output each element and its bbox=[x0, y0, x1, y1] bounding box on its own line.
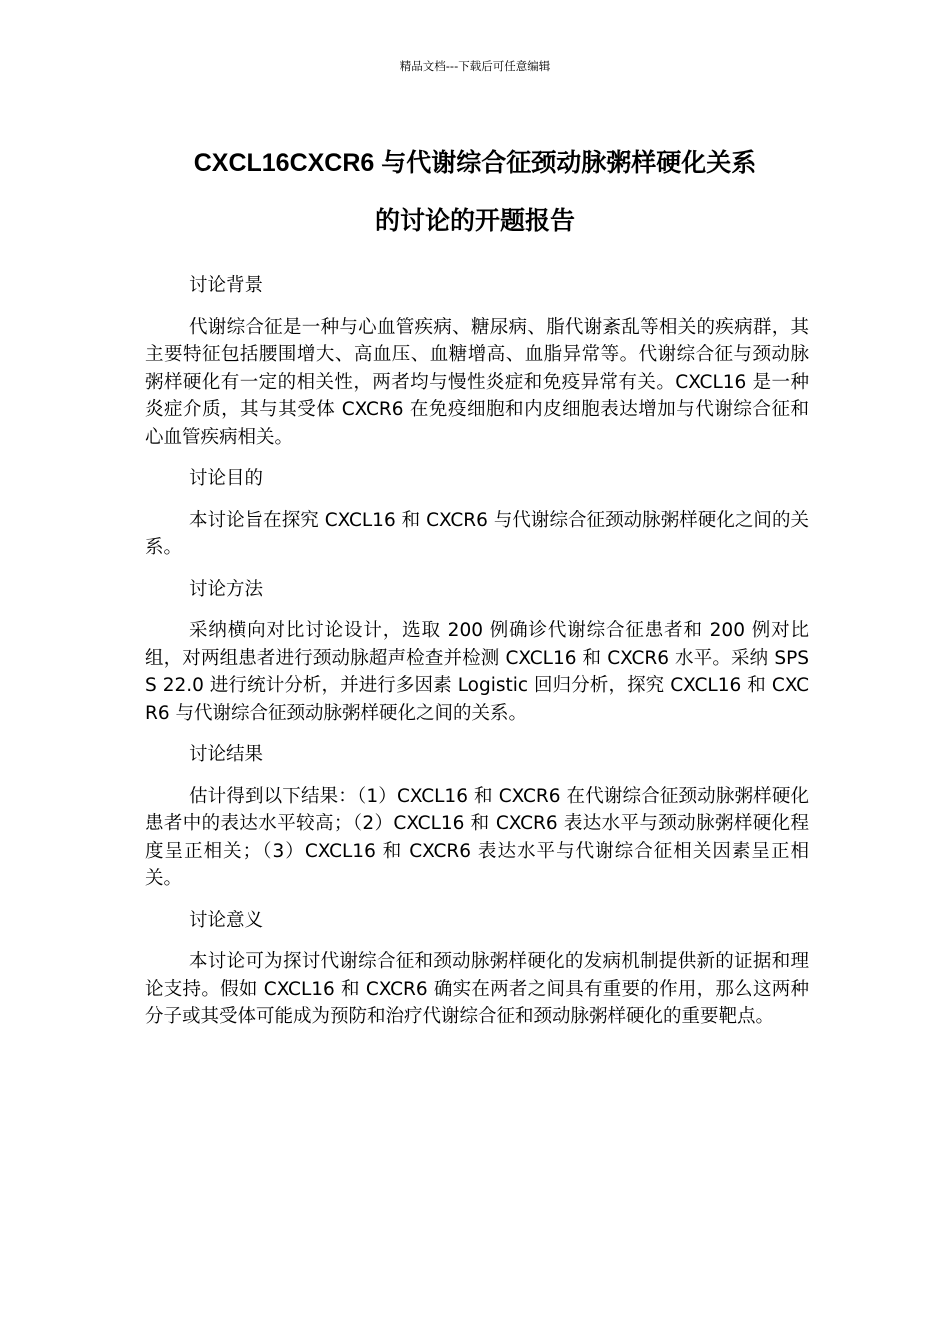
section-background bbox=[145, 272, 809, 451]
document-body bbox=[145, 272, 809, 1045]
section-results bbox=[145, 741, 809, 893]
section-paragraph: 本讨论旨在探究 CXCL16 和 CXCR6 与代谢综合征颈动脉粥样硬化之间的关系。 bbox=[145, 509, 809, 558]
page-header-note: 精品文档---下载后可任意编辑 bbox=[399, 59, 551, 73]
title-line-1: CXCL16CXCR6 与代谢综合征颈动脉粥样硬化关系 bbox=[193, 149, 757, 177]
section-heading: 讨论方法 bbox=[189, 578, 264, 600]
document-title bbox=[120, 134, 830, 250]
section-paragraph: 估计得到以下结果：（1）CXCL16 和 CXCR6 在代谢综合征颈动脉粥样硬化患者中的表达水平较高；（2）CXCL16 和 CXCR6 表达水平与颈动脉粥样硬化程度呈正相关；（3）CXCL16 和 CXCR6 表达水平与代谢综合征相关因素呈正相关。 bbox=[145, 785, 809, 889]
section-significance bbox=[145, 907, 809, 1031]
section-paragraph: 本讨论可为探讨代谢综合征和颈动脉粥样硬化的发病机制提供新的证据和理论支持。假如 CXCL16 和 CXCR6 确实在两者之间具有重要的作用，那么这两种分子或其受体可能成为预防和治疗代谢综合征和颈动脉粥样硬化的重要靶点。 bbox=[145, 951, 809, 1027]
section-paragraph: 采纳横向对比讨论设计，选取 200 例确诊代谢综合征患者和 200 例对比组，对两组患者进行颈动脉超声检查并检测 CXCL16 和 CXCR6 水平。采纳 SPSS 22.0 进行统计分析，并进行多因素 Logistic 回归分析，探究 CXCL16 和 CXCR6 与代谢综合征颈动脉粥样硬化之间的关系。 bbox=[145, 620, 809, 724]
section-heading: 讨论目的 bbox=[189, 468, 264, 489]
title-line-2: 的讨论的开题报告 bbox=[374, 207, 575, 235]
section-heading: 讨论结果 bbox=[189, 744, 264, 765]
section-methods bbox=[145, 576, 809, 728]
section-paragraph: 代谢综合征是一种与心血管疾病、糖尿病、脂代谢紊乱等相关的疾病群，其主要特征包括腰围增大、高血压、血糖增高、血脂异常等。代谢综合征与颈动脉粥样硬化有一定的相关性，两者均与慢性炎症和免疫异常有关。CXCL16 是一种炎症介质，其与其受体 CXCR6 在免疫细胞和内皮细胞表达增加与代谢综合征和心血管疾病相关。 bbox=[145, 316, 809, 448]
section-heading: 讨论背景 bbox=[189, 275, 264, 296]
section-purpose bbox=[145, 465, 809, 562]
section-heading: 讨论意义 bbox=[189, 909, 264, 931]
